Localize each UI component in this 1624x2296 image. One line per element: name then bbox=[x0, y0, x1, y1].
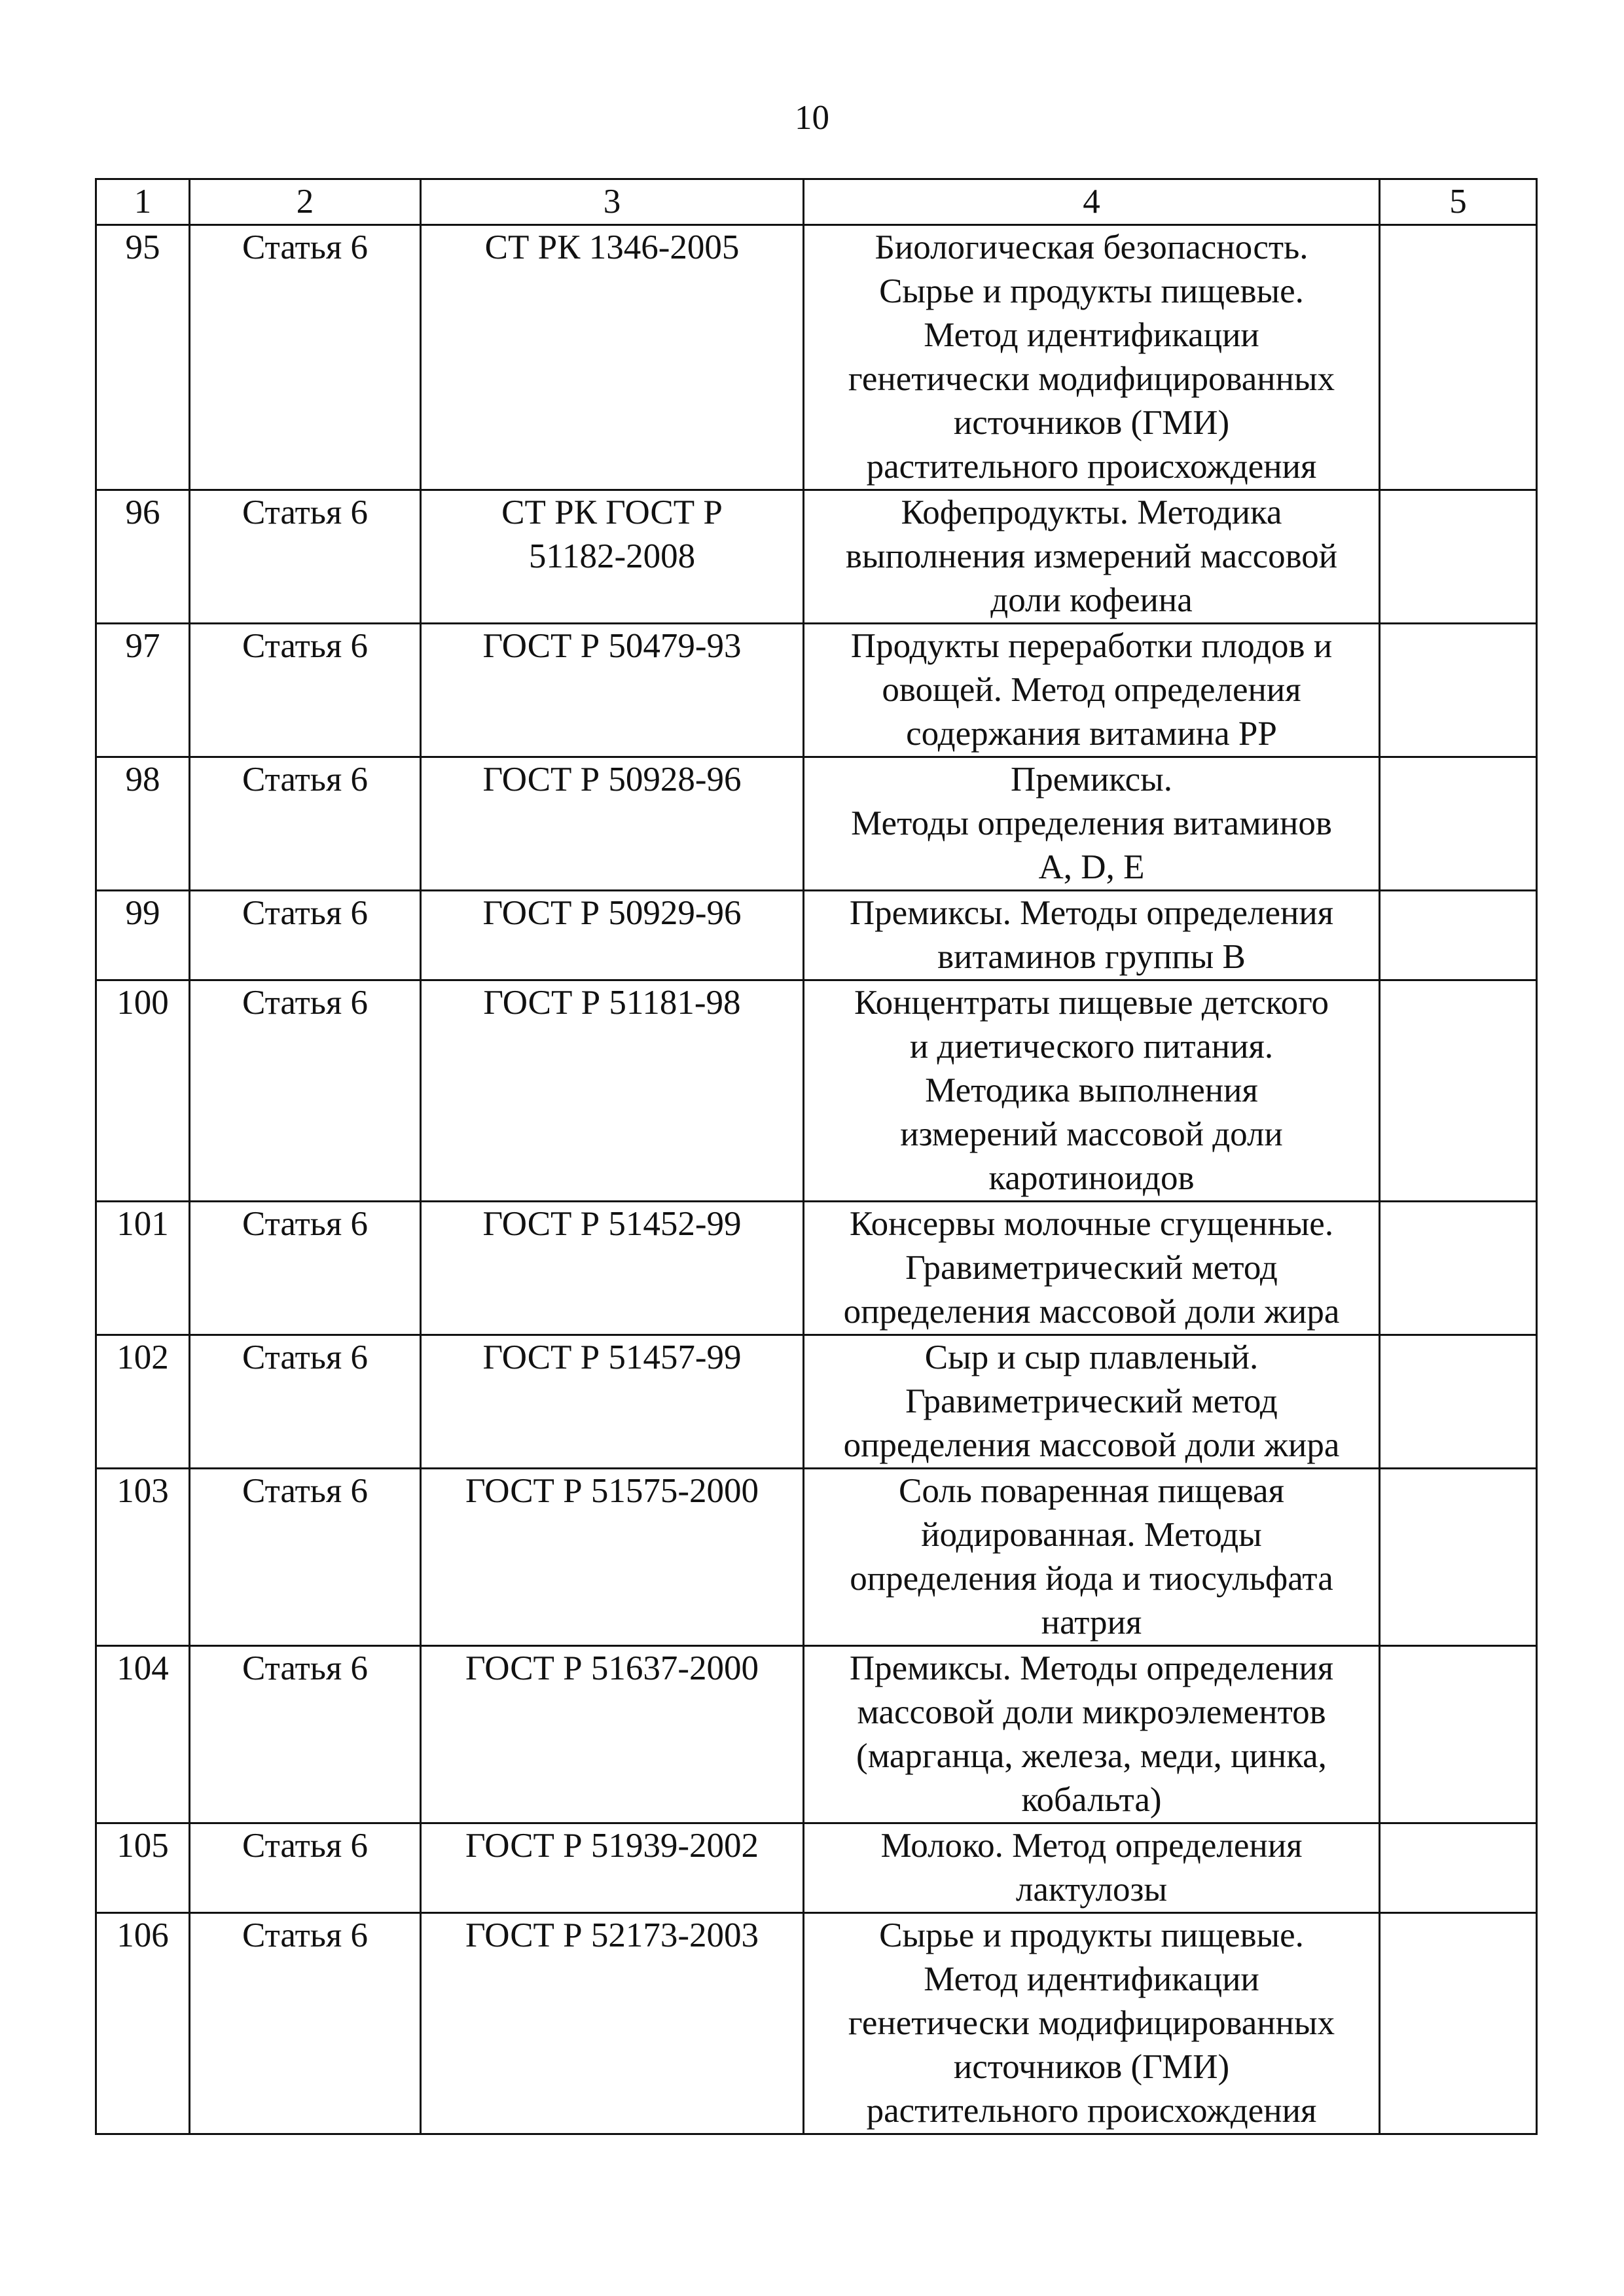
standard-title-line: содержания витамина РР bbox=[906, 715, 1277, 753]
note-cell bbox=[1380, 624, 1537, 757]
table-body bbox=[96, 225, 1537, 2134]
standard-title-line: Метод идентификации bbox=[924, 1960, 1259, 1998]
standard-title-line: витаминов группы В bbox=[937, 938, 1246, 976]
note-cell bbox=[1380, 1646, 1537, 1823]
standard-title-line: генетически модифицированных bbox=[848, 2004, 1335, 2042]
standards-table bbox=[95, 178, 1538, 2135]
article-cell: Статья 6 bbox=[190, 624, 421, 757]
standard-code bbox=[421, 980, 804, 1202]
standard-code bbox=[421, 225, 804, 490]
row-number: 105 bbox=[96, 1823, 190, 1913]
standard-title bbox=[804, 225, 1380, 490]
standard-code bbox=[421, 891, 804, 980]
standard-code bbox=[421, 757, 804, 891]
article-cell: Статья 6 bbox=[190, 980, 421, 1202]
standard-code-line: ГОСТ Р 51452-99 bbox=[482, 1205, 742, 1243]
table-row bbox=[96, 1823, 1537, 1913]
standard-code bbox=[421, 1646, 804, 1823]
standard-title-line: лактулозы bbox=[1015, 1871, 1168, 1909]
article-cell: Статья 6 bbox=[190, 757, 421, 891]
standard-code-line: СТ РК ГОСТ Р bbox=[501, 493, 723, 531]
standard-title-line: Продукты переработки плодов и bbox=[850, 627, 1333, 665]
standard-title-line: растительного происхождения bbox=[866, 2092, 1317, 2130]
article-cell: Статья 6 bbox=[190, 225, 421, 490]
standard-title bbox=[804, 1823, 1380, 1913]
standard-title-line: йодированная. Методы bbox=[921, 1516, 1262, 1554]
standard-title-line: Премиксы. Методы определения bbox=[849, 1649, 1334, 1687]
header-cell-3: 3 bbox=[421, 179, 804, 225]
standard-title bbox=[804, 490, 1380, 624]
standard-code bbox=[421, 1469, 804, 1646]
standard-title-line: источников (ГМИ) bbox=[953, 404, 1230, 442]
table-row bbox=[96, 1913, 1537, 2134]
row-number: 106 bbox=[96, 1913, 190, 2134]
standard-code bbox=[421, 490, 804, 624]
standard-code-line: ГОСТ Р 50479-93 bbox=[482, 627, 742, 665]
standard-title-line: Премиксы. bbox=[1010, 761, 1172, 798]
standard-title-line: выполнения измерений массовой bbox=[845, 537, 1338, 575]
standard-title bbox=[804, 1646, 1380, 1823]
standard-title-line: Соль поваренная пищевая bbox=[899, 1472, 1284, 1510]
table-row bbox=[96, 624, 1537, 757]
standard-title bbox=[804, 624, 1380, 757]
standard-title-line: и диетического питания. bbox=[909, 1028, 1274, 1066]
standard-title-line: Гравиметрический метод bbox=[905, 1382, 1278, 1420]
article-cell: Статья 6 bbox=[190, 1823, 421, 1913]
standard-title-line: Методы определения витаминов bbox=[851, 804, 1332, 842]
standard-title-line: каротиноидов bbox=[988, 1159, 1195, 1197]
standard-title-line: Сырье и продукты пищевые. bbox=[879, 272, 1304, 310]
row-number: 103 bbox=[96, 1469, 190, 1646]
row-number: 99 bbox=[96, 891, 190, 980]
table-row bbox=[96, 757, 1537, 891]
row-number: 98 bbox=[96, 757, 190, 891]
header-cell-2: 2 bbox=[190, 179, 421, 225]
note-cell bbox=[1380, 490, 1537, 624]
standard-code-line: ГОСТ Р 51939-2002 bbox=[465, 1827, 759, 1865]
standard-title-line: A, D, E bbox=[1038, 848, 1145, 886]
header-cell-5: 5 bbox=[1380, 179, 1537, 225]
header-cell-4: 4 bbox=[804, 179, 1380, 225]
table-row bbox=[96, 490, 1537, 624]
standard-title-line: генетически модифицированных bbox=[848, 360, 1335, 398]
standard-code-line: ГОСТ Р 51457-99 bbox=[482, 1338, 742, 1376]
article-cell: Статья 6 bbox=[190, 1335, 421, 1469]
table-row bbox=[96, 225, 1537, 490]
article-cell: Статья 6 bbox=[190, 1202, 421, 1335]
row-number: 97 bbox=[96, 624, 190, 757]
standard-title-line: Премиксы. Методы определения bbox=[849, 894, 1334, 932]
note-cell bbox=[1380, 1823, 1537, 1913]
standard-title bbox=[804, 1335, 1380, 1469]
standard-code-line: 51182-2008 bbox=[528, 537, 696, 575]
standard-title bbox=[804, 1469, 1380, 1646]
article-cell: Статья 6 bbox=[190, 891, 421, 980]
standard-title-line: растительного происхождения bbox=[866, 448, 1317, 486]
standard-title-line: доли кофеина bbox=[990, 581, 1193, 619]
table-row bbox=[96, 1202, 1537, 1335]
standard-code-line: ГОСТ Р 51181-98 bbox=[483, 984, 741, 1022]
standard-code bbox=[421, 624, 804, 757]
row-number: 101 bbox=[96, 1202, 190, 1335]
table-row bbox=[96, 1335, 1537, 1469]
standard-title-line: определения массовой доли жира bbox=[843, 1293, 1340, 1331]
standard-code bbox=[421, 1335, 804, 1469]
note-cell bbox=[1380, 757, 1537, 891]
standard-title-line: измерений массовой доли bbox=[900, 1115, 1283, 1153]
standard-code-line: ГОСТ Р 51575-2000 bbox=[465, 1472, 759, 1510]
standard-code-line: ГОСТ Р 50929-96 bbox=[482, 894, 742, 932]
standard-title bbox=[804, 980, 1380, 1202]
table-row bbox=[96, 980, 1537, 1202]
standard-title-line: натрия bbox=[1041, 1604, 1142, 1641]
standard-title bbox=[804, 757, 1380, 891]
header-row bbox=[96, 179, 1537, 225]
standard-code bbox=[421, 1202, 804, 1335]
article-cell: Статья 6 bbox=[190, 490, 421, 624]
table-row bbox=[96, 1469, 1537, 1646]
standard-title-line: Гравиметрический метод bbox=[905, 1249, 1278, 1287]
row-number: 96 bbox=[96, 490, 190, 624]
standard-title-line: Биологическая безопасность. bbox=[875, 228, 1308, 266]
standard-title-line: Концентраты пищевые детского bbox=[854, 984, 1329, 1022]
row-number: 104 bbox=[96, 1646, 190, 1823]
standard-title bbox=[804, 1913, 1380, 2134]
standard-title-line: Молоко. Метод определения bbox=[880, 1827, 1303, 1865]
header-cell-1: 1 bbox=[96, 179, 190, 225]
standard-title-line: массовой доли микроэлементов bbox=[857, 1693, 1326, 1731]
standard-title-line: Сырье и продукты пищевые. bbox=[879, 1916, 1304, 1954]
standard-code-line: ГОСТ Р 50928-96 bbox=[482, 761, 742, 798]
note-cell bbox=[1380, 891, 1537, 980]
standard-title-line: Метод идентификации bbox=[924, 316, 1259, 354]
standard-code bbox=[421, 1823, 804, 1913]
page-number: 10 bbox=[795, 99, 829, 137]
note-cell bbox=[1380, 1335, 1537, 1469]
note-cell bbox=[1380, 225, 1537, 490]
standard-title-line: Сыр и сыр плавленый. bbox=[924, 1338, 1259, 1376]
standard-title bbox=[804, 891, 1380, 980]
standard-title-line: определения массовой доли жира bbox=[843, 1426, 1340, 1464]
table-row bbox=[96, 891, 1537, 980]
note-cell bbox=[1380, 1202, 1537, 1335]
standard-title-line: источников (ГМИ) bbox=[953, 2048, 1230, 2086]
article-cell: Статья 6 bbox=[190, 1646, 421, 1823]
standard-code-line: ГОСТ Р 51637-2000 bbox=[465, 1649, 759, 1687]
article-cell: Статья 6 bbox=[190, 1913, 421, 2134]
note-cell bbox=[1380, 1913, 1537, 2134]
standard-title bbox=[804, 1202, 1380, 1335]
row-number: 102 bbox=[96, 1335, 190, 1469]
standard-title-line: Кофепродукты. Методика bbox=[901, 493, 1282, 531]
note-cell bbox=[1380, 1469, 1537, 1646]
standard-title-line: овощей. Метод определения bbox=[882, 671, 1301, 709]
standard-title-line: (марганца, железа, меди, цинка, bbox=[856, 1737, 1327, 1775]
standard-title-line: определения йода и тиосульфата bbox=[850, 1560, 1333, 1598]
standard-code-line: ГОСТ Р 52173-2003 bbox=[465, 1916, 759, 1954]
standard-code bbox=[421, 1913, 804, 2134]
standard-title-line: Методика выполнения bbox=[925, 1071, 1258, 1109]
standard-code-line: СТ РК 1346-2005 bbox=[484, 228, 740, 266]
standard-title-line: кобальта) bbox=[1021, 1781, 1162, 1819]
row-number: 95 bbox=[96, 225, 190, 490]
standard-title-line: Консервы молочные сгущенные. bbox=[849, 1205, 1334, 1243]
row-number: 100 bbox=[96, 980, 190, 1202]
note-cell bbox=[1380, 980, 1537, 1202]
table-row bbox=[96, 1646, 1537, 1823]
article-cell: Статья 6 bbox=[190, 1469, 421, 1646]
